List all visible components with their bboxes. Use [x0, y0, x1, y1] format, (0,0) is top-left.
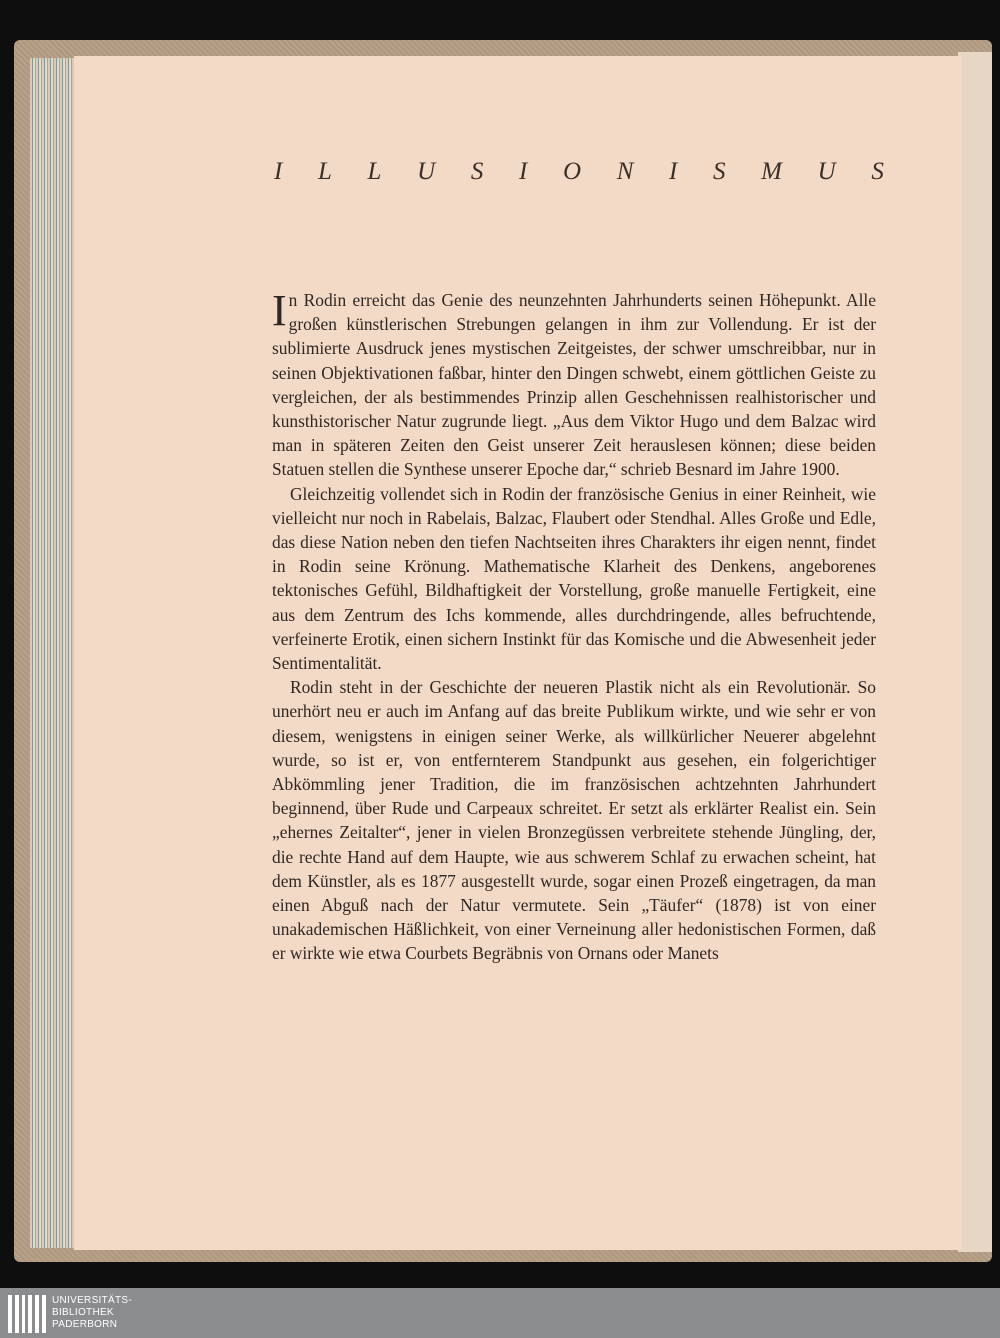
title-letter: I [518, 158, 528, 185]
title-letter: L [317, 158, 332, 185]
title-letter: N [616, 158, 634, 185]
library-name-line: PADERBORN [52, 1319, 118, 1330]
title-letter: S [470, 158, 484, 185]
paragraph-text: n Rodin erreicht das Genie des neunzehnten Jahrhunderts seinen Höhepunkt. Alle großen künstlerischen Strebungen gelangen in ihm zur Vollendung. Er ist der sublimierte Ausdruck jenes mystischen Zeitgeistes, der schwer umschreibbar, nur in seinen Objektivationen faßbar, hinter den Dingen schwebt, einem göttlichen Geiste zu vergleichen, der als bestimmendes Prinzip allen Geschehnissen realhistorischer und kunsthistorischer Natur zugrunde liegt. „Aus dem Viktor Hugo und dem Balzac wird man in späteren Zeiten den Geist unserer Zeit herauslesen können; diese beiden Statuen stellen die Synthese unserer Epoche dar,“ schrieb Besnard im Jahre 1900. [272, 290, 876, 480]
library-footer [0, 1288, 1000, 1338]
title-letter: S [713, 158, 726, 185]
title-letter: I [274, 158, 283, 185]
library-name [52, 1295, 132, 1331]
title-letter: U [817, 158, 836, 185]
title-letter: S [871, 158, 884, 185]
body-text [272, 288, 876, 966]
library-logo-icon [8, 1295, 46, 1333]
chapter-title [274, 158, 884, 186]
title-letter: I [669, 158, 678, 185]
title-letter: O [562, 158, 582, 185]
facing-page-edge [958, 52, 992, 1252]
paragraph-2: Gleichzeitig vollendet sich in Rodin der französische Genius in einer Reinheit, wie vielleicht nur noch in Rabelais, Balzac, Flaubert oder Stendhal. Alles Große und Edle, das diese Nation neben den tiefen Nachtseiten ihres Charakters ihr eigen nennt, findet in Rodin seine Krönung. Mathematische Klarheit des Denkens, angeborenes tektonisches Gefühl, Bildhaftigkeit der Vorstellung, große manuelle Fertigkeit, eine aus dem Zentrum des Ichs kommende, alles durchdringende, alles befruchtende, verfeinerte Erotik, einen sichern Instinkt für das Komische und die Abwesenheit jeder Sentimentalität. [272, 483, 876, 674]
book-page [74, 56, 962, 1250]
title-letter: M [761, 158, 782, 185]
library-name-line: BIBLIOTHEK [52, 1307, 114, 1318]
page-edges [30, 58, 78, 1248]
paragraph-1 [272, 288, 876, 482]
paragraph-3: Rodin steht in der Geschichte der neueren Plastik nicht als ein Revolutionär. So unerhört neu er auch im Anfang auf das breite Publikum wirkte, und wie sehr er von diesem, wenigstens in einigen seiner Werke, als willkürlicher Neuerer abgelehnt wurde, so ist er, von entfernterem Standpunkt aus gesehen, ein folgerichtiger Abkömmling jener Tradition, die im französischen achtzehnten Jahrhundert beginnend, über Rude und Carpeaux schreitet. Er setzt als erklärter Realist ein. Sein „ehernes Zeitalter“, jener in vielen Bronzegüssen verbreitete stehende Jüngling, der, die rechte Hand auf dem Haupte, wie aus schwerem Schlaf zu erwachen scheint, hat dem Künstler, als es 1877 ausgestellt wurde, sogar einen Prozeß eingetragen, da man einen Abguß nach der Natur vermutete. Sein „Täufer“ (1878) ist von einer unakademischen Häßlichkeit, von einer Verneinung aller hedonistischen Formen, daß er wirkte wie etwa Courbets Begräbnis von Ornans oder Manets [272, 677, 876, 964]
title-letter: L [367, 158, 382, 185]
title-letter: U [417, 158, 436, 185]
drop-cap: I [272, 286, 287, 335]
library-name-line: UNIVERSITÄTS- [52, 1295, 133, 1306]
